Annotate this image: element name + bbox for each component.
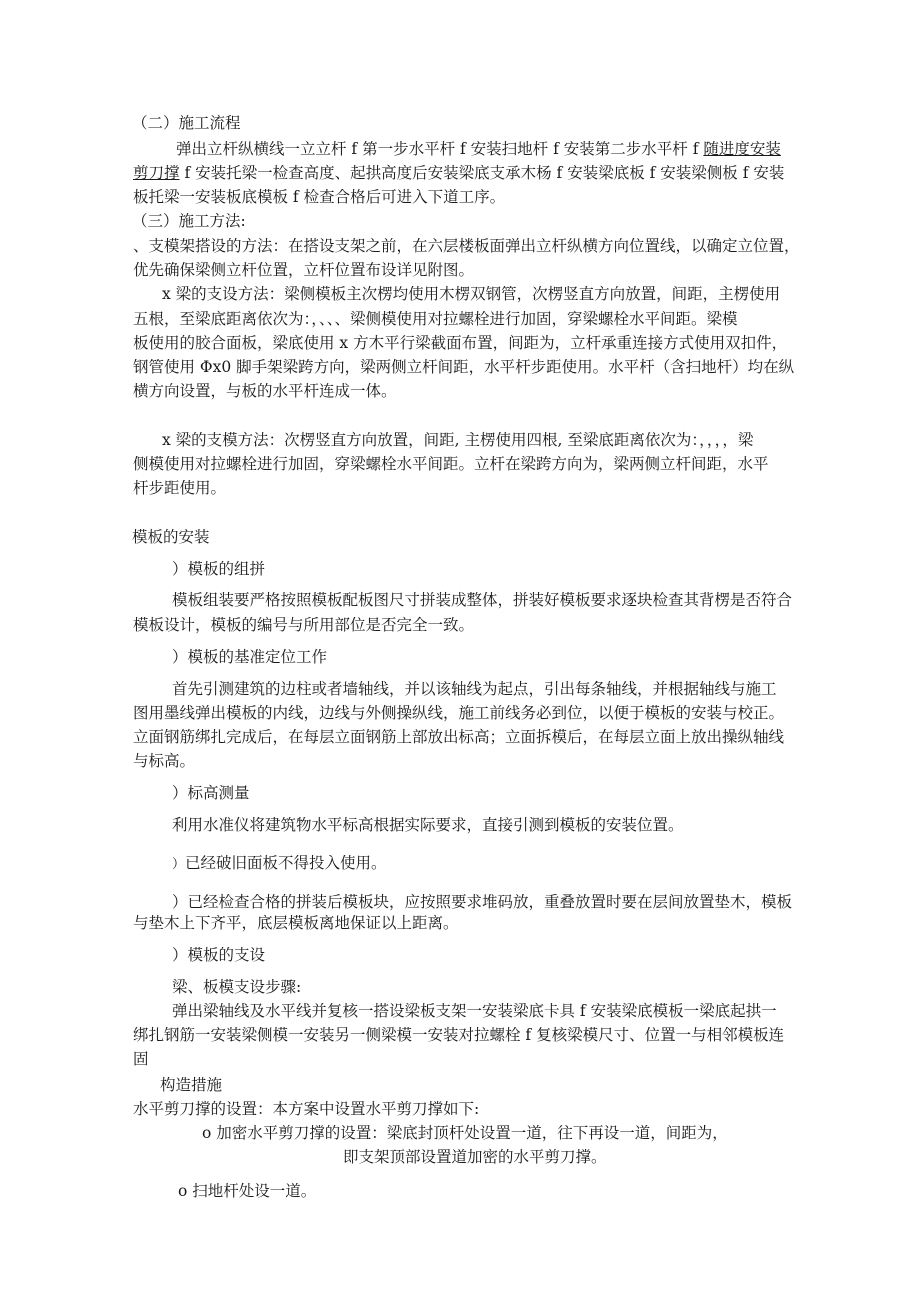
paragraph-line: 优先确保梁侧立杆位置，立杆位置布设详见附图。 <box>133 261 475 279</box>
paragraph-line: 首先引测建筑的边柱或者墙轴线，并以该轴线为起点，引出每条轴线，并根据轴线与施工 <box>172 680 777 698</box>
list-marker: ） <box>172 857 186 872</box>
paragraph-line: 利用水准仪将建筑物水平标高根据实际要求，直接引测到模板的安装位置。 <box>172 816 684 834</box>
underlined-text: 随进度安装 <box>703 140 781 158</box>
paragraph-line: 模板组装要严格按照模板配板图尺寸拼装成整体，拼装好模板要求逐块检查其背楞是否符合 <box>172 591 793 609</box>
paragraph-line: 图用墨线弹出模板的内线，边线与外侧操纵线，施工前线务必到位，以便于模板的安装与校正。 <box>133 704 785 722</box>
paragraph-line: 横方向设置，与板的水平杆连成一体。 <box>133 382 397 400</box>
paragraph-line: x 梁的支设方法：梁侧模板主次楞均使用木楞双钢管，次楞竖直方向放置，间距，主楞使用 <box>162 285 781 303</box>
section-heading-construction-method: （三）施工方法: <box>132 212 246 230</box>
text-run: f 安装托梁一检查高度、起拱高度后安装梁底支承木杨 f 安装梁底板 f 安装梁侧板 f 安装 <box>179 164 785 182</box>
paragraph-line: 五根，至梁底距离依次为：，、、、梁侧模使用对拉螺栓进行加固，穿梁螺栓水平间距。梁模 <box>133 310 738 328</box>
paragraph-line: 与垫木上下齐平，底层模板离地保证以上距离。 <box>133 914 459 932</box>
paragraph-line: 弹出梁轴线及水平线并复核一搭设梁板支架一安装梁底卡具 f 安装梁底模板一梁底起拱一 <box>172 1002 777 1020</box>
subsection-title: ）模板的支设 <box>172 946 266 964</box>
paragraph-line: 绑扎钢筋一安装梁侧模一安装另一侧梁模一安装对拉螺栓 f 复核梁模尺寸、位置一与相邻模板连 <box>133 1026 785 1044</box>
paragraph-line: 立面钢筋绑扎完成后，在每层立面钢筋上部放出标高；立面拆模后，在每层立面上放出操纵轴线 <box>133 728 785 746</box>
section-heading-construction-flow: （二）施工流程 <box>132 114 241 132</box>
paragraph-line <box>172 852 387 876</box>
section-heading-formwork-install: 模板的安装 <box>132 528 210 546</box>
paragraph-line: 板托梁一安装板底模板 f 检查合格后可进入下道工序。 <box>133 188 506 206</box>
paragraph-line: 、支模架搭设的方法：在搭设支架之前，在六层楼板面弹出立杆纵横方向位置线，以确定立位置， <box>133 237 800 255</box>
paragraph-line: 杆步距使用。 <box>133 479 227 497</box>
list-item-continuation: 即支架顶部设置道加密的水平剪刀撑。 <box>343 1148 607 1166</box>
paragraph-line: 与标高。 <box>133 752 196 770</box>
paragraph-line <box>133 162 784 184</box>
paragraph-line: 钢管使用 Φx0 脚手架梁跨方向，梁两侧立杆间距，水平杆步距使用。水平杆（含扫地杆）均在纵 <box>133 358 795 376</box>
paragraph-line: 固 <box>133 1050 149 1068</box>
paragraph-line: 水平剪刀撑的设置：本方案中设置水平剪刀撑如下: <box>133 1100 480 1118</box>
paragraph-line: 板使用的胶合面板，梁底使用 x 方木平行梁截面布置，间距为，立杆承重连接方式使用双扣件， <box>133 334 788 352</box>
section-heading-structural-measures: 构造措施 <box>160 1076 223 1094</box>
subsection-title: ）标高测量 <box>172 784 250 802</box>
underlined-text: 剪刀撑 <box>133 164 180 182</box>
paragraph-line: 梁、板模支设步骤: <box>172 978 302 996</box>
paragraph-line <box>176 138 781 160</box>
list-item: o 加密水平剪刀撑的设置：梁底封顶杆处设置一道，往下再设一道，间距为， <box>202 1124 728 1142</box>
paragraph-line: 模板设计，模板的编号与所用部位是否完全一致。 <box>133 616 475 634</box>
list-item: o 扫地杆处设一道。 <box>178 1182 317 1200</box>
subsection-title: ）模板的组拼 <box>172 560 266 578</box>
paragraph-line: ）已经检查合格的拼装后模板块，应按照要求堆码放，重叠放置时要在层间放置垫木，模板 <box>172 893 793 911</box>
text-run: 弹出立杆纵横线一立立杆 f 第一步水平杆 f 安装扫地杆 f 安装第二步水平杆 f <box>176 140 704 158</box>
text-run: 已经破旧面板不得投入使用。 <box>185 854 387 872</box>
paragraph-line: x 梁的支模方法：次楞竖直方向放置，间距, 主楞使用四根, 至梁底距离依次为：，，，，梁 <box>162 431 754 449</box>
paragraph-line: 侧模使用对拉螺栓进行加固，穿梁螺栓水平间距。立杆在梁跨方向为，梁两侧立杆间距，水平 <box>133 455 769 473</box>
subsection-title: ）模板的基准定位工作 <box>172 648 328 666</box>
